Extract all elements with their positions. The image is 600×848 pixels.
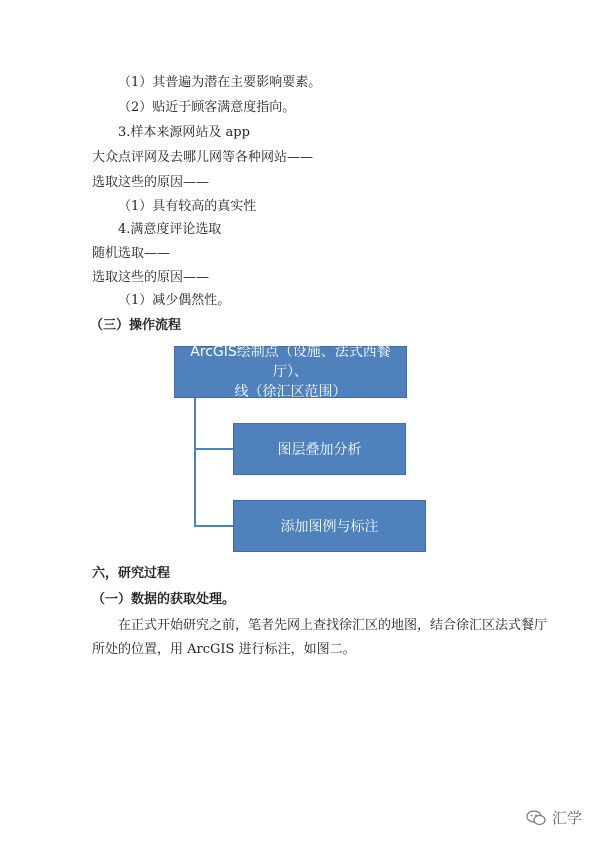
text-line: 4.满意度评论选取 xyxy=(118,222,222,237)
text-line: 3.样本来源网站及 app xyxy=(118,125,250,140)
flowchart-mid-box xyxy=(233,423,406,475)
section-heading-six: 六，研究过程 xyxy=(92,566,171,581)
flowchart-mid-label: 图层叠加分析 xyxy=(277,442,362,458)
flowchart-connector-vertical xyxy=(194,398,196,527)
flowchart-connector-mid xyxy=(194,448,233,450)
paragraph-line: 在正式开始研究之前，笔者先网上查找徐汇区的地图，结合徐汇区法式餐厅 xyxy=(118,618,548,633)
text-line: 选取这些的原因—— xyxy=(92,270,210,285)
flowchart-connector-bottom xyxy=(194,525,233,527)
footer-brand: 汇学 xyxy=(551,809,582,827)
flowchart-top-line1: ArcGIS绘制点（设施、法式西餐厅）、 xyxy=(190,344,391,380)
text-line: 随机选取—— xyxy=(92,246,171,261)
flowchart-top-line2: 线（徐汇区范围） xyxy=(234,384,347,400)
wechat-icon xyxy=(526,810,546,826)
text-line: （1）其普遍为潜在主要影响要素。 xyxy=(118,75,322,90)
paragraph-line: 所处的位置，用 ArcGIS 进行标注，如图二。 xyxy=(92,642,356,657)
text-line: （1）具有较高的真实性 xyxy=(118,199,257,214)
section-heading-one: （一）数据的获取处理。 xyxy=(92,592,236,607)
flowchart-bottom-label: 添加图例与标注 xyxy=(280,519,379,535)
text-line: （1）减少偶然性。 xyxy=(118,293,231,308)
text-line: 选取这些的原因—— xyxy=(92,175,210,190)
text-line: 大众点评网及去哪儿网等各种网站—— xyxy=(92,150,314,165)
text-line: （2）贴近于顾客满意度指向。 xyxy=(118,100,296,115)
flowchart-top-box xyxy=(174,346,407,398)
footer-watermark xyxy=(526,807,582,828)
section-heading-flow: （三）操作流程 xyxy=(90,318,182,333)
flowchart-bottom-box xyxy=(233,500,426,552)
